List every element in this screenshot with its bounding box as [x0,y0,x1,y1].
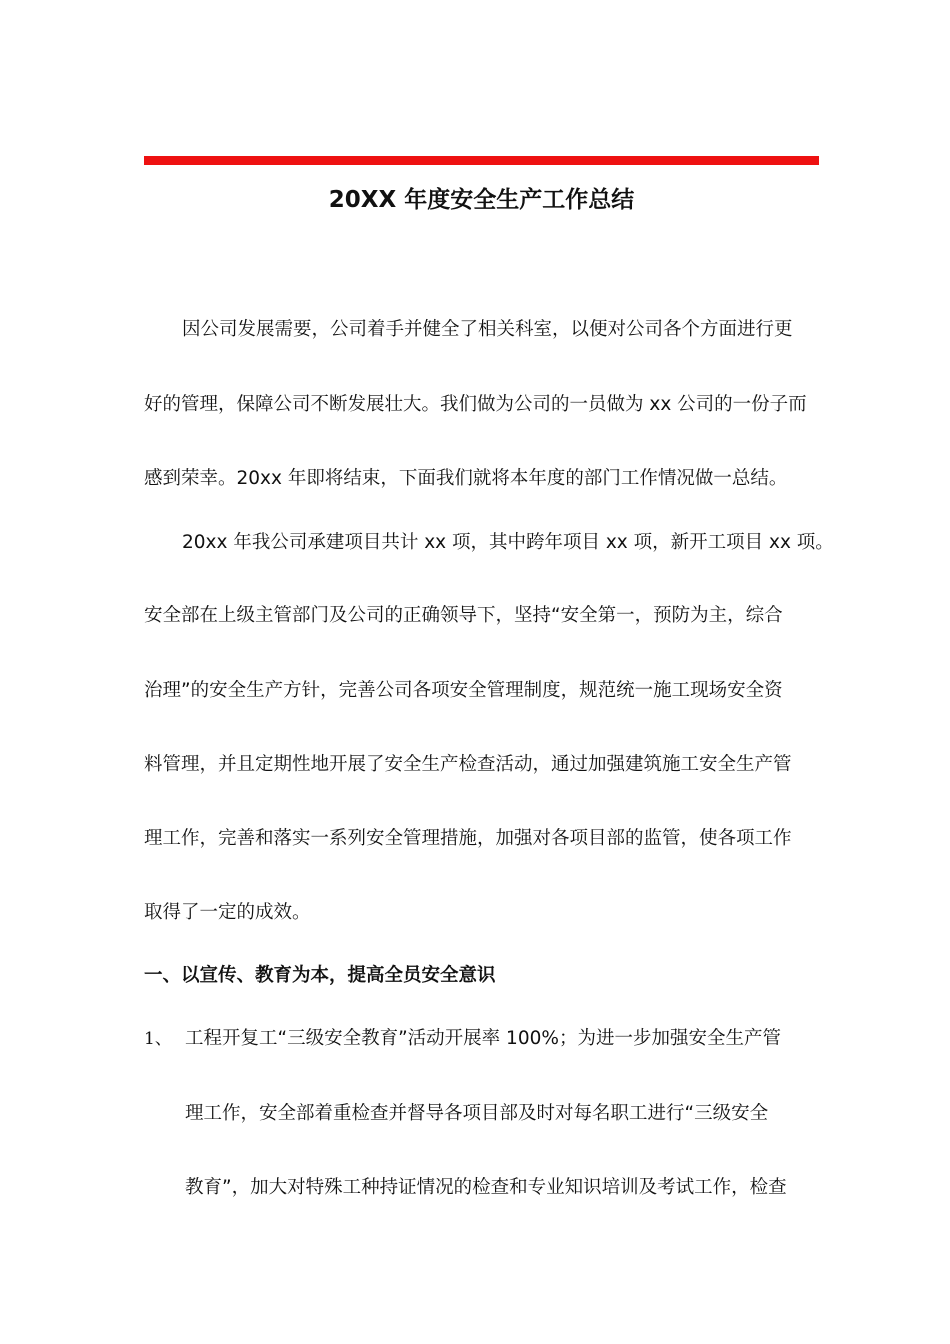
paragraph-line: 20xx 年我公司承建项目共计 xx 项，其中跨年项目 xx 项，新开工项目 xx 项。 [182,532,834,553]
document-title: 20XX 年度安全生产工作总结 [328,187,635,213]
list-item-line: 理工作，安全部着重检查并督导各项目部及时对每名职工进行“三级安全 [185,1103,769,1124]
list-item-line: 教育”，加大对特殊工种持证情况的检查和专业知识培训及考试工作，检查 [185,1177,787,1198]
header-red-rule [144,156,819,165]
paragraph-line: 理工作，完善和落实一系列安全管理措施，加强对各项目部的监管，使各项工作 [144,828,792,849]
list-marker: 1、 [144,1029,172,1049]
paragraph-line: 因公司发展需要，公司着手并健全了相关科室，以便对公司各个方面进行更 [182,319,793,340]
paragraph-line: 料管理，并且定期性地开展了安全生产检查活动，通过加强建筑施工安全生产管 [144,754,792,775]
section-heading: 一、以宣传、教育为本，提高全员安全意识 [144,965,496,986]
paragraph-line: 安全部在上级主管部门及公司的正确领导下，坚持“安全第一，预防为主，综合 [144,605,783,626]
list-item-line: 工程开复工“三级安全教育”活动开展率 100%；为进一步加强安全生产管 [185,1028,781,1049]
paragraph-line: 取得了一定的成效。 [144,902,311,923]
paragraph-line: 感到荣幸。20xx 年即将结束，下面我们就将本年度的部门工作情况做一总结。 [144,468,788,489]
paragraph-line: 治理”的安全生产方针，完善公司各项安全管理制度，规范统一施工现场安全资 [144,680,783,701]
paragraph-line: 好的管理，保障公司不断发展壮大。我们做为公司的一员做为 xx 公司的一份子而 [144,394,807,415]
